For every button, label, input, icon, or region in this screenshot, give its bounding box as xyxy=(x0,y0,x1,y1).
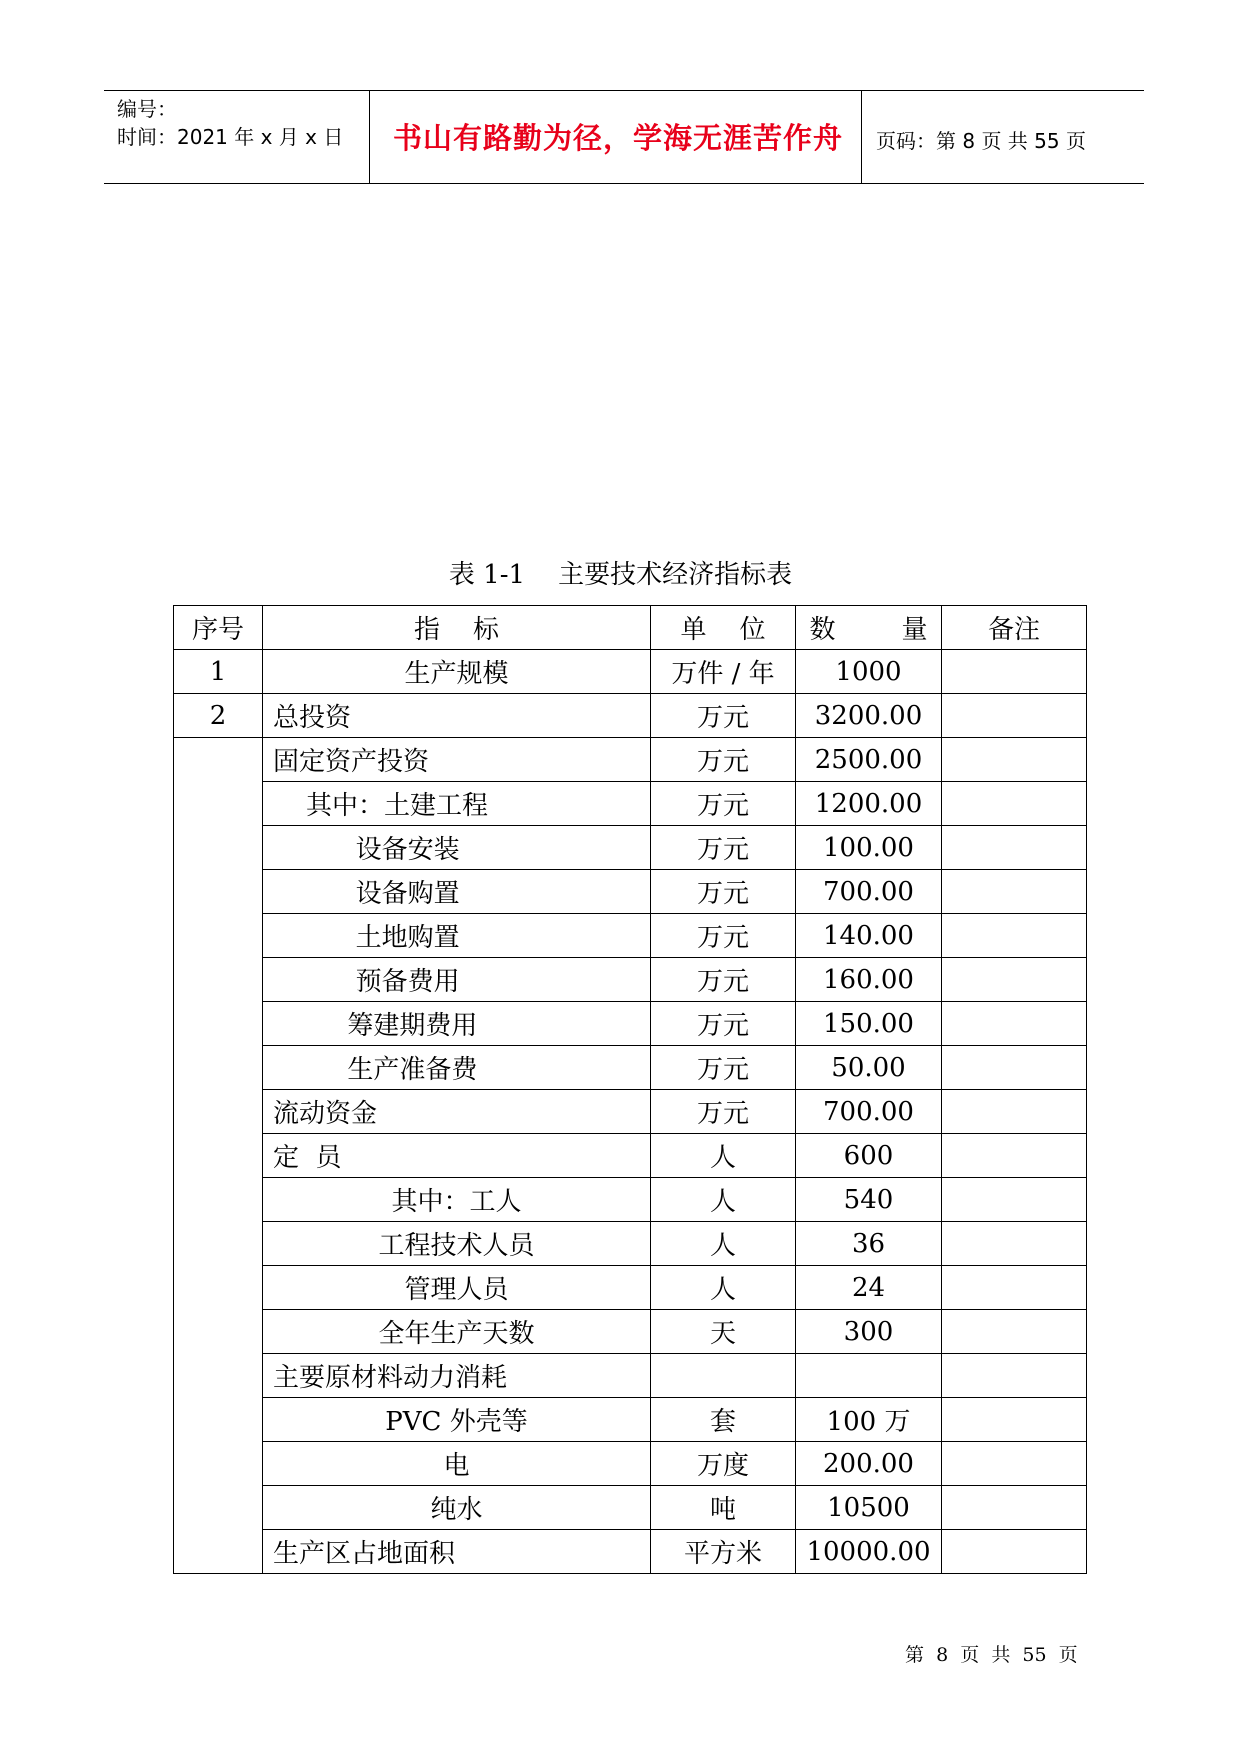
cell-indicator: 生产规模 xyxy=(263,650,651,694)
cell-remark xyxy=(942,870,1087,914)
cell-unit: 人 xyxy=(651,1134,796,1178)
cell-quantity: 100.00 xyxy=(796,826,942,870)
column-header-no: 序号 xyxy=(174,606,263,650)
table-row xyxy=(174,1486,1087,1530)
cell-no: 2 xyxy=(174,694,263,738)
table-row xyxy=(174,826,1087,870)
cell-remark xyxy=(942,1222,1087,1266)
cell-remark xyxy=(942,1310,1087,1354)
cell-unit: 天 xyxy=(651,1310,796,1354)
cell-indicator: 主要原材料动力消耗 xyxy=(263,1354,651,1398)
header-top-rule xyxy=(104,90,1144,91)
cell-indicator: 工程技术人员 xyxy=(263,1222,651,1266)
cell-unit: 万元 xyxy=(651,694,796,738)
cell-unit: 套 xyxy=(651,1398,796,1442)
cell-indicator: 预备费用 xyxy=(263,958,651,1002)
indicator-table xyxy=(173,605,1087,1574)
cell-unit: 人 xyxy=(651,1222,796,1266)
cell-indicator: 其中：土建工程 xyxy=(263,782,651,826)
table-row xyxy=(174,1222,1087,1266)
cell-indicator: 定 员 xyxy=(263,1134,651,1178)
cell-quantity: 140.00 xyxy=(796,914,942,958)
cell-quantity: 10000.00 xyxy=(796,1530,942,1574)
cell-indicator: 固定资产投资 xyxy=(263,738,651,782)
cell-indicator: 生产区占地面积 xyxy=(263,1530,651,1574)
cell-quantity: 700.00 xyxy=(796,870,942,914)
table-row xyxy=(174,1310,1087,1354)
cell-indicator: 管理人员 xyxy=(263,1266,651,1310)
table-row xyxy=(174,650,1087,694)
cell-quantity: 200.00 xyxy=(796,1442,942,1486)
table-row xyxy=(174,1090,1087,1134)
cell-quantity: 150.00 xyxy=(796,1002,942,1046)
table-row xyxy=(174,1002,1087,1046)
cell-indicator: 纯水 xyxy=(263,1486,651,1530)
cell-unit: 万度 xyxy=(651,1442,796,1486)
cell-remark xyxy=(942,650,1087,694)
cell-quantity: 1000 xyxy=(796,650,942,694)
cell-indicator: 全年生产天数 xyxy=(263,1310,651,1354)
cell-quantity: 2500.00 xyxy=(796,738,942,782)
table-row xyxy=(174,914,1087,958)
table-row xyxy=(174,958,1087,1002)
cell-remark xyxy=(942,958,1087,1002)
footer-page-number: 第 8 页 共 55 页 xyxy=(905,1644,1078,1666)
column-header-unit: 单 位 xyxy=(651,606,796,650)
cell-remark xyxy=(942,1266,1087,1310)
cell-unit: 万元 xyxy=(651,782,796,826)
cell-unit: 万件 / 年 xyxy=(651,650,796,694)
cell-quantity: 3200.00 xyxy=(796,694,942,738)
cell-quantity: 300 xyxy=(796,1310,942,1354)
table-row xyxy=(174,1046,1087,1090)
cell-unit: 人 xyxy=(651,1178,796,1222)
table-row xyxy=(174,782,1087,826)
cell-remark xyxy=(942,782,1087,826)
column-header-indicator: 指 标 xyxy=(263,606,651,650)
cell-no: 1 xyxy=(174,650,263,694)
cell-unit: 万元 xyxy=(651,826,796,870)
cell-unit xyxy=(651,1354,796,1398)
cell-quantity: 36 xyxy=(796,1222,942,1266)
header-page-info: 页码：第 8 页 共 55 页 xyxy=(876,129,1086,153)
cell-indicator: 设备安装 xyxy=(263,826,651,870)
cell-remark xyxy=(942,1442,1087,1486)
cell-remark xyxy=(942,1134,1087,1178)
cell-indicator: 流动资金 xyxy=(263,1090,651,1134)
cell-quantity: 1200.00 xyxy=(796,782,942,826)
table-row xyxy=(174,1266,1087,1310)
cell-remark xyxy=(942,1002,1087,1046)
cell-unit: 万元 xyxy=(651,738,796,782)
cell-unit: 万元 xyxy=(651,958,796,1002)
cell-quantity: 160.00 xyxy=(796,958,942,1002)
cell-quantity: 10500 xyxy=(796,1486,942,1530)
header-divider-right xyxy=(861,90,862,183)
cell-remark xyxy=(942,1046,1087,1090)
cell-quantity xyxy=(796,1354,942,1398)
cell-unit: 万元 xyxy=(651,870,796,914)
cell-quantity: 50.00 xyxy=(796,1046,942,1090)
cell-no xyxy=(174,738,263,1574)
cell-quantity: 100 万 xyxy=(796,1398,942,1442)
table-row xyxy=(174,1530,1087,1574)
header-divider-left xyxy=(369,90,370,183)
indicator-table-body xyxy=(174,606,1087,1574)
cell-remark xyxy=(942,694,1087,738)
cell-remark xyxy=(942,914,1087,958)
header-time-label: 时间：2021 年 x 月 x 日 xyxy=(117,125,344,149)
cell-unit: 吨 xyxy=(651,1486,796,1530)
cell-unit: 人 xyxy=(651,1266,796,1310)
cell-unit: 万元 xyxy=(651,914,796,958)
table-row xyxy=(174,1178,1087,1222)
table-row xyxy=(174,1354,1087,1398)
table-row xyxy=(174,1134,1087,1178)
cell-remark xyxy=(942,1354,1087,1398)
header-motto: 书山有路勤为径，学海无涯苦作舟 xyxy=(393,121,844,155)
table-row xyxy=(174,738,1087,782)
table-row xyxy=(174,1398,1087,1442)
cell-remark xyxy=(942,1486,1087,1530)
cell-indicator: PVC 外壳等 xyxy=(263,1398,651,1442)
cell-indicator: 设备购置 xyxy=(263,870,651,914)
cell-unit: 平方米 xyxy=(651,1530,796,1574)
cell-quantity: 700.00 xyxy=(796,1090,942,1134)
cell-remark xyxy=(942,738,1087,782)
table-row xyxy=(174,1442,1087,1486)
cell-quantity: 600 xyxy=(796,1134,942,1178)
cell-unit: 万元 xyxy=(651,1046,796,1090)
cell-indicator: 电 xyxy=(263,1442,651,1486)
table-row xyxy=(174,694,1087,738)
column-header-quantity: 数 量 xyxy=(796,606,942,650)
cell-indicator: 总投资 xyxy=(263,694,651,738)
cell-remark xyxy=(942,1398,1087,1442)
cell-unit: 万元 xyxy=(651,1002,796,1046)
cell-indicator: 筹建期费用 xyxy=(263,1002,651,1046)
cell-indicator: 生产准备费 xyxy=(263,1046,651,1090)
cell-unit: 万元 xyxy=(651,1090,796,1134)
cell-indicator: 土地购置 xyxy=(263,914,651,958)
cell-remark xyxy=(942,826,1087,870)
table-row xyxy=(174,870,1087,914)
cell-remark xyxy=(942,1178,1087,1222)
cell-remark xyxy=(942,1090,1087,1134)
cell-remark xyxy=(942,1530,1087,1574)
header-number-label: 编号： xyxy=(117,97,177,121)
cell-quantity: 540 xyxy=(796,1178,942,1222)
header-bottom-rule xyxy=(104,183,1144,184)
table-caption: 表 1-1 主要技术经济指标表 xyxy=(448,560,793,590)
cell-indicator: 其中：工人 xyxy=(263,1178,651,1222)
column-header-remark: 备注 xyxy=(942,606,1087,650)
cell-quantity: 24 xyxy=(796,1266,942,1310)
table-header-row xyxy=(174,606,1087,650)
